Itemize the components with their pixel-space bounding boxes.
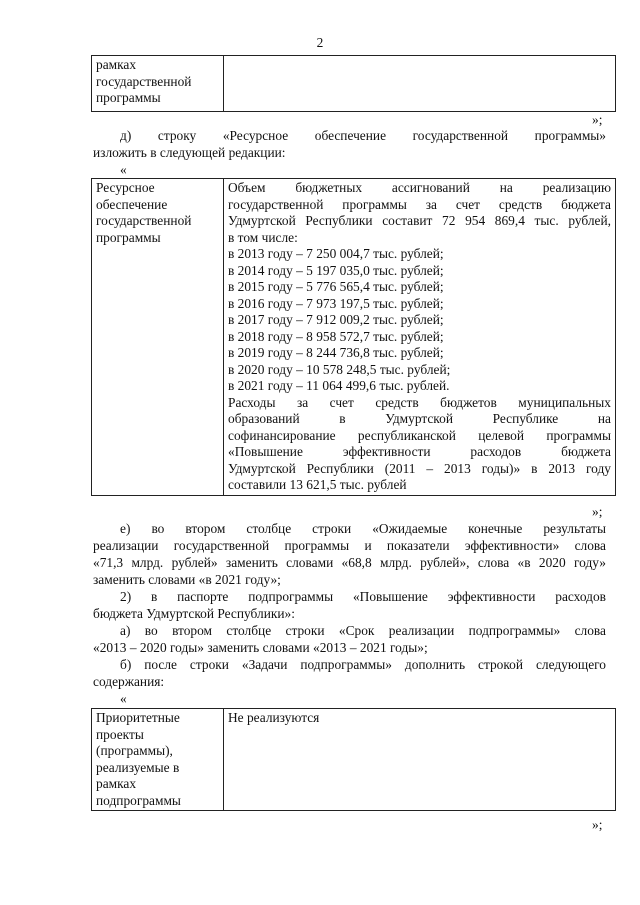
- table1-col2: [224, 56, 616, 112]
- table-resource-provision: [91, 178, 616, 496]
- table3-col1-line: проекты: [96, 726, 144, 742]
- table-program-continuation: [91, 55, 616, 112]
- table2-col1-line: программы: [96, 229, 161, 245]
- table2-outro-line: составили 13 621,5 тыс. рублей: [228, 477, 407, 492]
- paragraph-e-line2: реализации государственной программы и показатели эффективности» слова: [93, 538, 606, 553]
- table2-year-line: в 2013 году – 7 250 004,7 тыс. рублей;: [228, 246, 444, 261]
- table2-outro-line: «Повышение эффективности расходов бюджета: [228, 444, 611, 459]
- closing-quote-mark: »;: [592, 112, 603, 127]
- table2-intro-line: государственной программы за счет средств бюджета: [228, 196, 611, 212]
- paragraph-a-line1: а) во втором столбце строки «Срок реализации подпрограммы» слова: [120, 623, 606, 638]
- paragraph-b-line1: б) после строки «Задачи подпрограммы» дополнить строкой следующего: [120, 657, 606, 672]
- table2-year-line: в 2021 году – 11 064 499,6 тыс. рублей.: [228, 378, 450, 393]
- table3-col1: [92, 709, 224, 811]
- paragraph-d-line2: изложить в следующей редакции:: [93, 145, 286, 160]
- paragraph-2-line1: 2) в паспорте подпрограммы «Повышение эффективности расходов: [120, 589, 606, 604]
- table2-year-line: в 2015 году – 5 776 565,4 тыс. рублей;: [228, 279, 444, 294]
- table2-outro-line: Удмуртской Республики (2011 – 2013 годы)» в 2013 году: [228, 460, 611, 476]
- opening-quote-mark: «: [120, 691, 127, 706]
- table2-col1: [92, 179, 224, 496]
- closing-quote-mark: »;: [592, 817, 603, 832]
- table3-col1-line: рамках: [96, 776, 137, 791]
- table2-year-line: в 2016 году – 7 973 197,5 тыс. рублей;: [228, 295, 444, 311]
- table2-col1-line: государственной: [96, 213, 192, 228]
- table1-col1-line: государственной: [96, 73, 192, 89]
- paragraph-2-line2: бюджета Удмуртской Республики»:: [93, 606, 295, 621]
- table3-col2: Не реализуются: [224, 709, 616, 811]
- table1-col1-line: рамках: [96, 57, 137, 72]
- table1-col1: [92, 56, 224, 112]
- table2-intro-line: в том числе:: [228, 229, 298, 245]
- table3-col1-line: Приоритетные: [96, 710, 180, 725]
- table3-col1-line: реализуемые в: [96, 759, 180, 775]
- paragraph-d-line1: д) строку «Ресурсное обеспечение государственной программы»: [120, 128, 606, 143]
- table2-year-line: в 2014 году – 5 197 035,0 тыс. рублей;: [228, 262, 444, 278]
- page-number: 2: [316, 35, 324, 50]
- table2-intro-line: Объем бюджетных ассигнований на реализацию: [228, 180, 611, 195]
- table-priority-projects: [91, 708, 616, 811]
- table2-year-line: в 2017 году – 7 912 009,2 тыс. рублей;: [228, 312, 444, 327]
- paragraph-e-line3: «71,3 млрд. рублей» заменить словами «68,8 млрд. рублей», слова «в 2020 году»: [93, 555, 606, 570]
- paragraph-e-line4: заменить словами «в 2021 году»;: [93, 572, 281, 587]
- table2-col1-line: обеспечение: [96, 196, 168, 212]
- table2-col1-line: Ресурсное: [96, 180, 155, 195]
- paragraph-a-line2: «2013 – 2020 годы» заменить словами «2013 – 2021 годы»;: [93, 640, 428, 655]
- opening-quote-mark: «: [120, 162, 127, 177]
- table2-year-line: в 2019 году – 8 244 736,8 тыс. рублей;: [228, 345, 444, 360]
- table2-intro-line: Удмуртской Республики составит 72 954 869,4 тыс. рублей,: [228, 213, 611, 228]
- table2-outro-line: софинансирование республиканской целевой программы: [228, 427, 611, 443]
- table2-outro-line: Расходы за счет средств бюджетов муниципальных: [228, 394, 611, 410]
- table2-outro-line: образований в Удмуртской Республике на: [228, 411, 611, 426]
- table2-col2: [224, 179, 616, 496]
- table2-year-line: в 2018 году – 8 958 572,7 тыс. рублей;: [228, 328, 444, 344]
- table1-col1-line: программы: [96, 90, 161, 105]
- table3-col1-line: (программы),: [96, 743, 173, 758]
- paragraph-b-line2: содержания:: [93, 674, 165, 689]
- table2-year-line: в 2020 году – 10 578 248,5 тыс. рублей;: [228, 361, 451, 377]
- table3-col1-line: подпрограммы: [96, 792, 181, 808]
- closing-quote-mark: »;: [592, 504, 603, 519]
- paragraph-e-line1: е) во втором столбце строки «Ожидаемые конечные результаты: [120, 521, 606, 536]
